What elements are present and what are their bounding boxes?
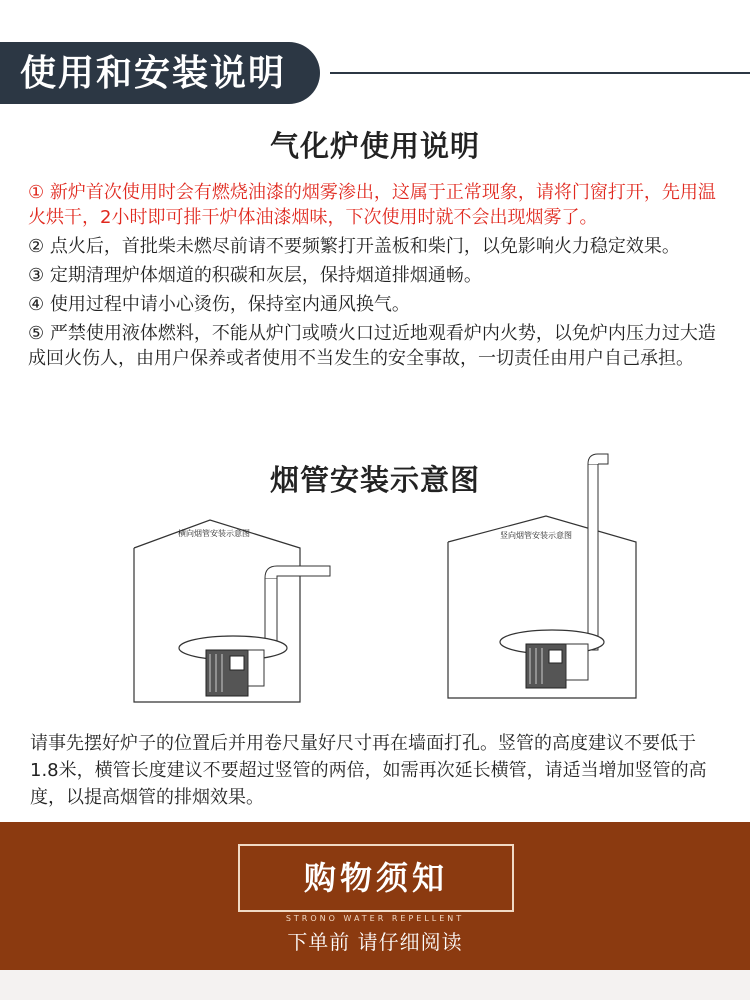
notice-frame — [238, 844, 514, 912]
horizontal-pipe-drawing — [120, 520, 350, 720]
header — [0, 0, 750, 130]
usage-title: 气化炉使用说明 — [269, 129, 480, 163]
install-note: 请事先摆好炉子的位置后并用卷尺量好尺寸再在墙面打孔。竖管的高度建议不要低于1.8米，横管长度建议不要超过竖管的两倍，如需再次延长横管，请适当增加竖管的高度，以提高烟管的排烟效果。 — [30, 733, 707, 808]
instruction-item-1: ① 新炉首次使用时会有燃烧油漆的烟雾渗出，这属于正常现象，请将门窗打开，先用温火烘干，2小时即可排干炉体油漆烟味，下次使用时就不会出现烟雾了。 — [28, 182, 716, 228]
banner-title: 使用和安装说明 — [20, 52, 287, 94]
instruction-item-5: ⑤ 严禁使用液体燃料，不能从炉门或喷火口过近地观看炉内火势，以免炉内压力过大造成回火伤人，由用户保养或者使用不当发生的安全事故，一切责任由用户自己承担。 — [28, 323, 716, 369]
horizontal-diagram-label: 横向烟管安装示意图 — [178, 529, 250, 538]
bottom-strip — [0, 970, 750, 1000]
vertical-pipe-diagram — [436, 452, 668, 692]
install-diagram-title: 烟管安装示意图 — [269, 463, 480, 497]
notice-read-note: 下单前 请仔细阅读 — [287, 930, 463, 954]
shopping-notice-footer — [0, 822, 750, 970]
notice-title: 购物须知 — [303, 859, 448, 897]
instruction-list — [28, 180, 728, 375]
banner-divider — [330, 72, 750, 74]
notice-subtitle: STRONO WATER REPELLENT — [285, 914, 465, 923]
instruction-item-4: ④ 使用过程中请小心烫伤，保持室内通风换气。 — [28, 294, 410, 315]
instruction-item-2: ② 点火后，首批柴未燃尽前请不要频繁打开盖板和柴门，以免影响火力稳定效果。 — [28, 236, 680, 257]
vertical-pipe-drawing — [436, 452, 668, 692]
instruction-item-3: ③ 定期清理炉体烟道的积碳和灰层，保持烟道排烟通畅。 — [28, 265, 482, 286]
horizontal-pipe-diagram — [120, 520, 350, 720]
vertical-diagram-label: 竖向烟管安装示意图 — [500, 531, 572, 540]
